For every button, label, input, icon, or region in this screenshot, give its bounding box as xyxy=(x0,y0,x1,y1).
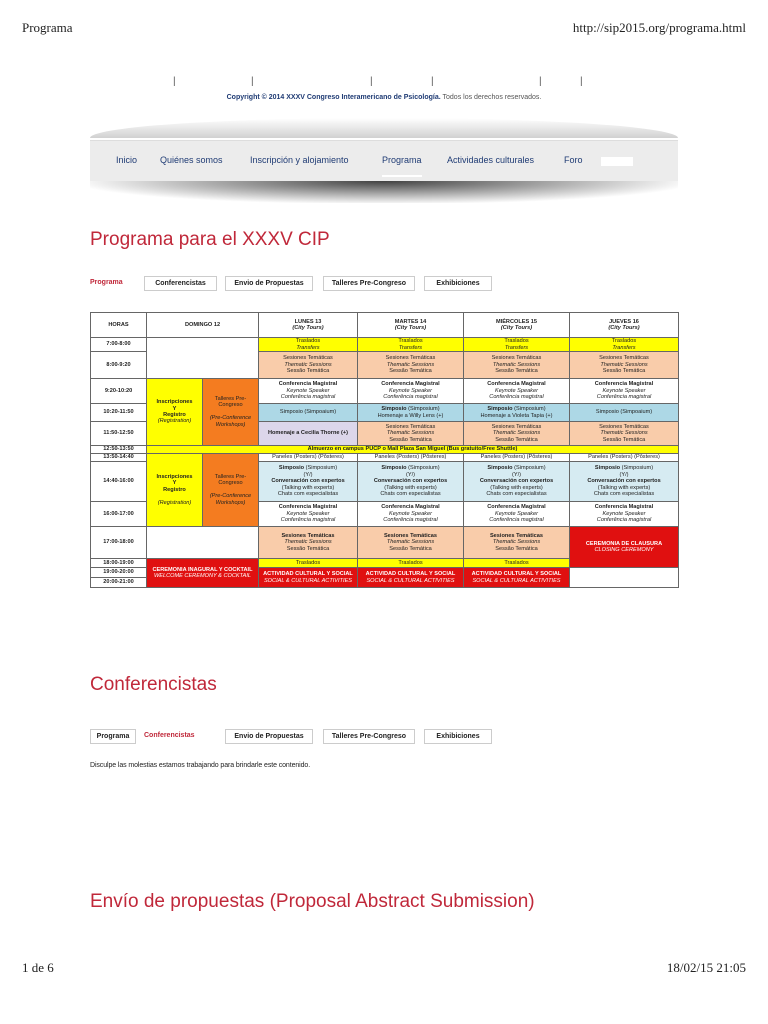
cell-line: Simposio xyxy=(381,406,407,413)
cell-line: CEREMONIA DE CLAUSURA xyxy=(585,540,663,547)
cell-line: CEREMONIA INAGURAL Y COCKTAIL xyxy=(152,566,253,573)
cell-line: Thematic Sessions xyxy=(492,430,541,437)
cell-line: (Simposium) xyxy=(305,465,338,472)
cell-line: Y xyxy=(172,405,177,412)
cell-line: Thematic Sessions xyxy=(386,539,435,546)
nav-item-quienes-somos[interactable]: Quiénes somos xyxy=(160,155,223,165)
cell-line: Thematic Sessions xyxy=(492,539,541,546)
opening-ceremony-cell xyxy=(147,559,259,588)
keynote-cell xyxy=(358,379,464,404)
keynote-cell xyxy=(259,379,358,404)
cell-line: Conferencia Magistral xyxy=(594,504,654,511)
cell-line: Conferência magistral xyxy=(280,517,336,524)
tab-conferencistas-current[interactable]: Conferencistas xyxy=(144,732,195,739)
symposium-cell xyxy=(358,404,464,422)
cell-line: Sesiones Temáticas xyxy=(283,355,333,362)
session-cell xyxy=(570,422,679,446)
cell-line: Sessão Temática xyxy=(389,368,432,375)
posters-cell: Paneles (Posters) (Pôsteres) xyxy=(464,454,570,462)
cell-line: Inscripciones xyxy=(156,399,193,406)
day-name: MIÉRCOLES 15 xyxy=(495,318,538,325)
tab-envio-propuestas[interactable]: Envio de Propuestas xyxy=(225,276,313,291)
header-day xyxy=(259,313,358,338)
cell-line: SOCIAL & CULTURAL ACTIVITIES xyxy=(366,577,455,584)
tab-talleres[interactable]: Talleres Pre-Congreso xyxy=(323,276,415,291)
cell-line: Sessão Temática xyxy=(495,545,538,552)
time-cell: 18:00-19:00 xyxy=(91,559,147,568)
print-page-url[interactable]: http://sip2015.org/programa.html xyxy=(572,20,746,35)
copyright-rights: Todos los derechos reservados. xyxy=(442,94,542,101)
workshop-cell xyxy=(203,454,259,527)
time-cell: 7:00-8:00 xyxy=(91,338,147,352)
cell-line: Keynote Speaker xyxy=(389,510,432,517)
cell-line: (Pre-Conference Workshops) xyxy=(209,493,252,506)
registration-cell xyxy=(147,454,203,527)
cell-line: Simposio xyxy=(487,465,513,472)
keynote-cell xyxy=(358,502,464,527)
nav-item-actividades[interactable]: Actividades culturales xyxy=(447,155,535,165)
symposium-cell: Simposio (Simpoaium) xyxy=(570,404,679,422)
time-cell: 10:20-11:50 xyxy=(91,404,147,422)
tribute-cell: Homenaje a Cecilia Thorne (+) xyxy=(259,422,358,446)
under-construction-notice: Disculpe las molestias estamos trabajando para brindarle este contenido. xyxy=(90,762,311,769)
day-name: LUNES 13 xyxy=(294,318,322,325)
tab-programa-current[interactable]: Programa xyxy=(90,279,123,286)
cell-line: Transfers xyxy=(398,344,423,351)
cell-line: Sessão Temática xyxy=(495,436,538,443)
tab-envio-propuestas[interactable]: Envio de Propuestas xyxy=(225,729,313,744)
session-cell xyxy=(570,352,679,379)
cell-line: Conferencia Magistral xyxy=(381,504,440,511)
cell-line: Sesiones Temáticas xyxy=(385,423,436,430)
cell-line: Conversación con expertos xyxy=(271,478,345,485)
time-cell: 12:50-13:50 xyxy=(91,446,147,454)
cultural-activity-cell xyxy=(464,568,570,588)
cell-line: (Simposium) xyxy=(408,465,440,472)
posters-cell: Paneles (Posters) (Pôsteres) xyxy=(570,454,679,462)
session-cell xyxy=(464,422,570,446)
cell-line: Thematic Sessions xyxy=(600,430,648,437)
cell-line: Conferencia Magistral xyxy=(278,381,338,388)
cell-line: Keynote Speaker xyxy=(495,510,538,517)
day-sub: (City Tours) xyxy=(500,325,533,331)
cell-line: (Simposium) xyxy=(408,406,440,413)
cell-line: Sessão Temática xyxy=(389,436,432,443)
conferencistas-heading: Conferencistas xyxy=(90,674,217,695)
cell-line: (Y/) xyxy=(303,471,313,478)
cell-line: (Y/) xyxy=(511,471,521,478)
time-cell: 19:00-20:00 xyxy=(91,568,147,578)
session-cell xyxy=(464,527,570,559)
cell-line: (Y/) xyxy=(405,471,415,478)
empty-cell xyxy=(147,527,259,559)
day-sub: (City Tours) xyxy=(292,325,324,331)
print-datetime: 18/02/15 21:05 xyxy=(666,960,746,975)
day-sub: (City Tours) xyxy=(608,325,640,331)
symposium-cell xyxy=(464,404,570,422)
cell-line: Sessão Temática xyxy=(286,545,330,552)
cell-line: Thematic Sessions xyxy=(386,361,435,368)
separator: | xyxy=(431,76,434,87)
tab-conferencistas[interactable]: Conferencistas xyxy=(144,276,217,291)
keynote-cell xyxy=(464,379,570,404)
cell-line: Simposio xyxy=(381,465,407,472)
header-day xyxy=(570,313,679,338)
time-cell: 11:50-12:50 xyxy=(91,422,147,446)
time-cell: 20:00-21:00 xyxy=(91,578,147,588)
cell-line: Chats com especialistas xyxy=(486,491,547,498)
nav-blank-box xyxy=(601,157,633,166)
cell-line: Thematic Sessions xyxy=(600,361,648,368)
cell-line: Sessão Temática xyxy=(286,368,330,375)
cell-line: Transfers xyxy=(612,344,636,351)
nav-shadow-top xyxy=(90,118,678,138)
cell-line: Sesiones Temáticas xyxy=(491,355,542,362)
cell-line: Sesiones Temáticas xyxy=(385,355,436,362)
cell-line: Conferência magistral xyxy=(383,394,438,401)
cultural-activity-cell xyxy=(259,568,358,588)
cell-line: Conferência magistral xyxy=(383,517,438,524)
header-horas: HORAS xyxy=(91,313,147,338)
schedule-table xyxy=(90,312,678,594)
cell-line: Conferência magistral xyxy=(280,394,336,401)
cell-line: Sessão Temática xyxy=(602,368,646,375)
nav-item-inicio[interactable]: Inicio xyxy=(116,155,138,165)
cell-line: Sesiones Temáticas xyxy=(491,423,542,430)
transfer-cell: Traslados xyxy=(358,559,464,568)
cell-line: Transfers xyxy=(504,344,529,351)
copyright-text xyxy=(0,94,768,101)
header-day xyxy=(358,313,464,338)
day-sub: (City Tours) xyxy=(394,325,427,331)
transfer-cell xyxy=(358,338,464,352)
cell-line: (Simposium) xyxy=(514,406,546,413)
cell-line: Y xyxy=(172,480,177,487)
cell-line: Chats com especialistas xyxy=(593,491,655,498)
cell-line: Traslados xyxy=(611,338,637,345)
tab-exhibiciones[interactable]: Exhibiciones xyxy=(424,276,492,291)
cell-line: Sesiones Temáticas xyxy=(599,355,649,362)
cell-line: Sesiones Temáticas xyxy=(383,532,438,539)
symposium-experts-cell xyxy=(358,462,464,502)
cell-line: ACTIVIDAD CULTURAL Y SOCIAL xyxy=(471,571,562,578)
cell-line: Conferência magistral xyxy=(596,517,652,524)
separator: | xyxy=(539,76,542,87)
cell-line: Sessão Temática xyxy=(389,545,432,552)
cell-line: (Talking with experts) xyxy=(281,484,335,491)
cell-line: ACTIVIDAD CULTURAL Y SOCIAL xyxy=(365,571,456,578)
transfer-cell: Traslados xyxy=(259,559,358,568)
cell-line: Keynote Speaker xyxy=(389,387,432,394)
cell-line: (Simposium) xyxy=(621,465,654,472)
cell-line: (Talking with experts) xyxy=(384,484,437,491)
separator: | xyxy=(173,76,176,87)
header-day: DOMINGO 12 xyxy=(147,313,259,338)
cell-line: Conferência magistral xyxy=(596,394,652,401)
empty-cell xyxy=(570,568,679,588)
cell-line: Sesiones Temáticas xyxy=(489,532,544,539)
footer-link-separators xyxy=(0,76,768,88)
cell-line: Keynote Speaker xyxy=(286,510,330,517)
nav-shadow-bottom xyxy=(90,181,678,203)
empty-cell xyxy=(147,338,259,379)
cell-line: Thematic Sessions xyxy=(284,361,332,368)
print-page-title: Programa xyxy=(22,20,73,35)
time-cell: 8:00-9:20 xyxy=(91,352,147,379)
cell-line: SOCIAL & CULTURAL ACTIVITIES xyxy=(263,577,353,584)
symposium-experts-cell xyxy=(464,462,570,502)
conferencistas-tabs xyxy=(90,729,510,745)
cell-line: Simposio xyxy=(594,465,621,472)
keynote-cell xyxy=(464,502,570,527)
cell-line: Talleres Pre-Congreso xyxy=(214,473,247,487)
cell-line: (Registration) xyxy=(157,418,192,425)
keynote-cell xyxy=(570,502,679,527)
cell-line: Registro xyxy=(163,486,186,493)
tab-talleres[interactable]: Talleres Pre-Congreso xyxy=(323,729,415,744)
session-cell xyxy=(259,352,358,379)
cell-line: Registro xyxy=(163,412,186,418)
transfer-cell xyxy=(570,338,679,352)
cell-line: Keynote Speaker xyxy=(602,387,646,394)
nav-item-programa[interactable]: Programa xyxy=(382,155,422,177)
cell-line: Conversación con expertos xyxy=(587,478,661,485)
cell-line: Thematic Sessions xyxy=(492,361,541,368)
print-page-number: 1 de 6 xyxy=(22,960,54,975)
header-day xyxy=(464,313,570,338)
cell-line: Keynote Speaker xyxy=(286,387,330,394)
session-cell xyxy=(358,422,464,446)
nav-item-inscripcion[interactable]: Inscripción y alojamiento xyxy=(250,155,349,165)
symposium-experts-cell xyxy=(259,462,358,502)
program-tabs xyxy=(90,276,510,292)
transfer-cell xyxy=(464,338,570,352)
session-cell xyxy=(358,352,464,379)
cell-line: Sesiones Temáticas xyxy=(599,423,649,430)
cell-line: Conversación con expertos xyxy=(479,478,554,485)
registration-cell xyxy=(147,379,203,446)
cell-line: Conferencia Magistral xyxy=(381,381,440,388)
cell-line: Transfers xyxy=(296,344,320,351)
cell-line: Simposio xyxy=(487,406,513,413)
envio-heading: Envío de propuestas (Proposal Abstract Submission) xyxy=(90,891,535,912)
cell-line: Chats com especialistas xyxy=(277,491,339,498)
cell-line: Chats com especialistas xyxy=(380,491,441,498)
cell-line: Traslados xyxy=(398,338,423,345)
cell-line: Thematic Sessions xyxy=(284,539,332,546)
day-name: JUEVES 16 xyxy=(609,318,639,325)
cell-line: Keynote Speaker xyxy=(602,510,646,517)
symposium-cell: Simposio (Simpoaium) xyxy=(259,404,358,422)
time-cell: 9:20-10:20 xyxy=(91,379,147,404)
cell-line: Conferencia Magistral xyxy=(487,381,546,388)
main-nav xyxy=(90,140,678,181)
cell-line: Homenaje a Willy Lens (+) xyxy=(377,412,444,419)
transfer-cell: Traslados xyxy=(464,559,570,568)
posters-cell: Paneles (Posters) (Pôsteres) xyxy=(259,454,358,462)
session-cell xyxy=(259,527,358,559)
cell-line: (Talking with experts) xyxy=(490,484,543,491)
closing-ceremony-cell xyxy=(570,527,679,568)
cell-line: (Registration) xyxy=(157,499,192,506)
cell-line: Homenaje a Violeta Tapia (+) xyxy=(480,412,553,419)
cell-line: CLOSING CEREMONY xyxy=(594,547,654,553)
cell-line: (Y/) xyxy=(619,471,629,478)
cell-line: (Pre-Conference Workshops) xyxy=(209,415,252,428)
cell-line: Sesiones Temáticas xyxy=(281,532,335,539)
separator: | xyxy=(251,76,254,87)
tab-programa[interactable]: Programa xyxy=(90,729,136,744)
time-cell: 17:00-18:00 xyxy=(91,527,147,559)
session-cell xyxy=(464,352,570,379)
keynote-cell xyxy=(259,502,358,527)
cell-line: Keynote Speaker xyxy=(495,387,538,394)
cell-line: Traslados xyxy=(295,338,321,345)
cell-line: (Simposium) xyxy=(514,465,546,472)
cell-line: Talleres Pre-Congreso xyxy=(214,395,247,409)
cell-line: Conferencia Magistral xyxy=(487,504,546,511)
cell-line: (Talking with experts) xyxy=(597,484,651,491)
cell-line: Thematic Sessions xyxy=(386,430,435,437)
posters-cell: Paneles (Posters) (Pôsteres) xyxy=(358,454,464,462)
cell-line: WELCOME CEREMONY & COCKTAIL xyxy=(153,573,252,579)
cell-line: Conferência magistral xyxy=(489,517,544,524)
nav-item-foro[interactable]: Foro xyxy=(564,155,583,165)
cell-line: ACTIVIDAD CULTURAL Y SOCIAL xyxy=(263,571,353,578)
cell-line: Inscripciones xyxy=(156,473,193,480)
time-cell: 14:40-16:00 xyxy=(91,462,147,502)
cell-line: Traslados xyxy=(504,338,529,345)
cultural-activity-cell xyxy=(358,568,464,588)
day-name: MARTES 14 xyxy=(394,318,427,325)
cell-line: Simposio xyxy=(278,465,305,472)
lunch-cell: Almuerzo en campus PUCP o Mall Plaza San Miguel (Bus gratuito/Free Shuttle) xyxy=(147,446,679,454)
cell-line: Conferencia Magistral xyxy=(594,381,654,388)
programa-heading: Programa para el XXXV CIP xyxy=(90,229,330,250)
symposium-experts-cell xyxy=(570,462,679,502)
separator: | xyxy=(580,76,583,87)
cell-line: Conversación con expertos xyxy=(373,478,448,485)
time-cell: 16:00-17:00 xyxy=(91,502,147,527)
cell-line: Conferência magistral xyxy=(489,394,544,401)
transfer-cell xyxy=(259,338,358,352)
cell-line: Conferencia Magistral xyxy=(278,504,338,511)
cell-line: SOCIAL & CULTURAL ACTIVITIES xyxy=(472,577,561,584)
cell-line: Sessão Temática xyxy=(495,368,538,375)
keynote-cell xyxy=(570,379,679,404)
tab-exhibiciones[interactable]: Exhibiciones xyxy=(424,729,492,744)
copyright-owner: Copyright © 2014 XXXV Congreso Interamericano de Psicología. xyxy=(226,94,441,101)
separator: | xyxy=(370,76,373,87)
workshop-cell xyxy=(203,379,259,446)
session-cell xyxy=(358,527,464,559)
cell-line: Sessão Temática xyxy=(602,436,646,443)
time-cell: 13:50-14:40 xyxy=(91,454,147,462)
